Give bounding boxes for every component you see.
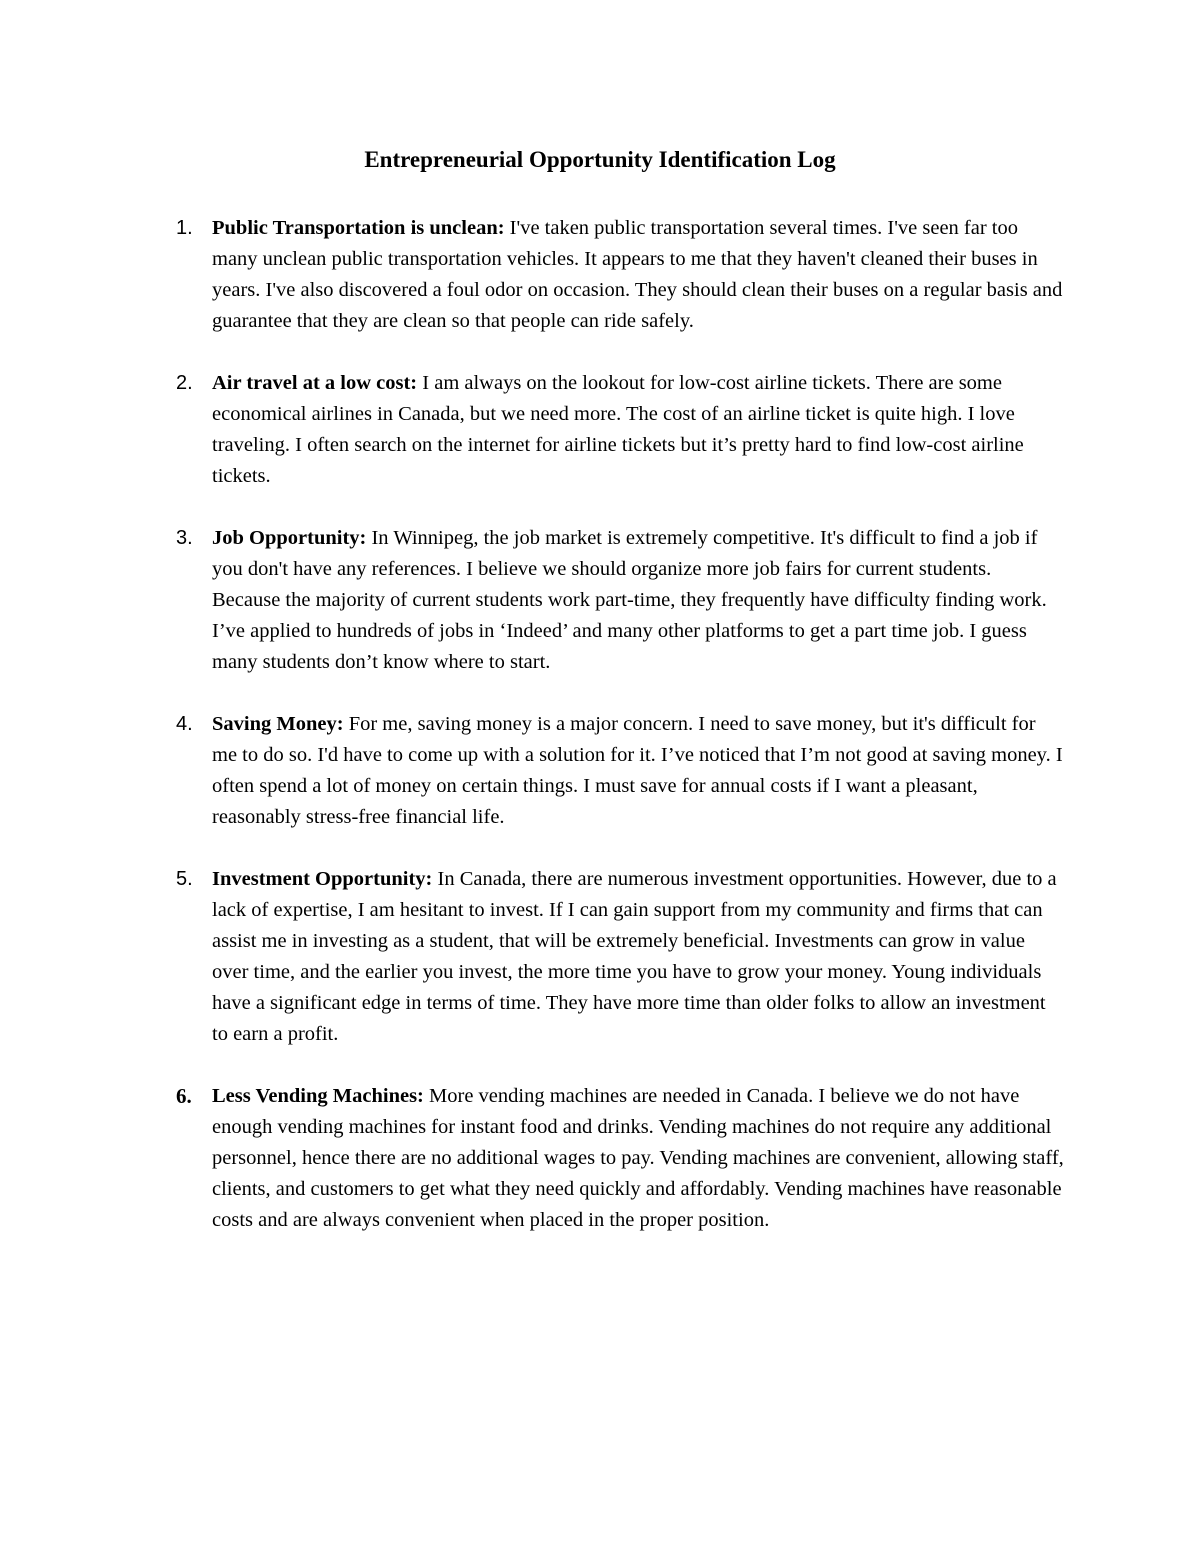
list-item-body: More vending machines are needed in Canada. I believe we do not have enough vending machines for instant food and drinks. Vending machines do not require any additional personnel, hence there are no additional wages to pay. Vending machines are convenient, allowing staff, clients, and customers to get what they need quickly and affordably. Vending machines have reasonable costs and are always convenient when placed in the proper position. — [212, 1085, 1064, 1231]
list-item-number: 5. — [176, 868, 193, 890]
document-title: Entrepreneurial Opportunity Identification Log — [364, 147, 836, 172]
list-item-text — [212, 368, 1064, 492]
list-item-number: 6. — [176, 1084, 192, 1108]
list-item-heading: Less Vending Machines: — [212, 1085, 424, 1107]
opportunity-list — [0, 213, 1200, 1267]
list-item-text — [212, 1081, 1064, 1236]
list-item-heading: Air travel at a low cost: — [212, 372, 418, 394]
list-item — [0, 368, 1200, 492]
list-item-number: 1. — [176, 217, 193, 239]
list-item-body: I am always on the lookout for low-cost airline tickets. There are some economical airlines in Canada, but we need more. The cost of an airline ticket is quite high. I love traveling. I often search on the internet for airline tickets but it’s pretty hard to find low-cost airline tickets. — [212, 372, 1024, 487]
list-item-number: 2. — [176, 372, 193, 394]
list-item-heading: Saving Money: — [212, 713, 344, 735]
list-item-heading: Investment Opportunity: — [212, 868, 433, 890]
list-item-body: I've taken public transportation several times. I've seen far too many unclean public transportation vehicles. It appears to me that they haven't cleaned their buses in years. I've also discovered a foul odor on occasion. They should clean their buses on a regular basis and guarantee that they are clean so that people can ride safely. — [212, 217, 1063, 332]
list-item-number: 3. — [176, 527, 193, 549]
list-item-text — [212, 213, 1064, 337]
list-item — [0, 523, 1200, 678]
list-item — [0, 1081, 1200, 1236]
list-item — [0, 864, 1200, 1050]
list-item-number: 4. — [176, 713, 193, 735]
list-item-body: In Canada, there are numerous investment opportunities. However, due to a lack of expertise, I am hesitant to invest. If I can gain support from my community and firms that can assist me in investing as a student, that will be extremely beneficial. Investments can grow in value over time, and the earlier you invest, the more time you have to grow your money. Young individuals have a significant edge in terms of time. They have more time than older folks to allow an investment to earn a profit. — [212, 868, 1057, 1045]
list-item-text — [212, 864, 1064, 1050]
list-item-heading: Public Transportation is unclean: — [212, 217, 505, 239]
list-item-heading: Job Opportunity: — [212, 527, 367, 549]
list-item-body: In Winnipeg, the job market is extremely competitive. It's difficult to find a job if you don't have any references. I believe we should organize more job fairs for current students. Because the majority of current students work part-time, they frequently have difficulty finding work. I’ve applied to hundreds of jobs in ‘Indeed’ and many other platforms to get a part time job. I guess many students don’t know where to start. — [212, 527, 1047, 673]
list-item — [0, 709, 1200, 833]
list-item-text — [212, 709, 1064, 833]
list-item-text — [212, 523, 1064, 678]
list-item-body: For me, saving money is a major concern. I need to save money, but it's difficult for me to do so. I'd have to come up with a solution for it. I’ve noticed that I’m not good at saving money. I often spend a lot of money on certain things. I must save for annual costs if I want a pleasant, reasonably stress-free financial life. — [212, 713, 1063, 828]
list-item — [0, 213, 1200, 337]
